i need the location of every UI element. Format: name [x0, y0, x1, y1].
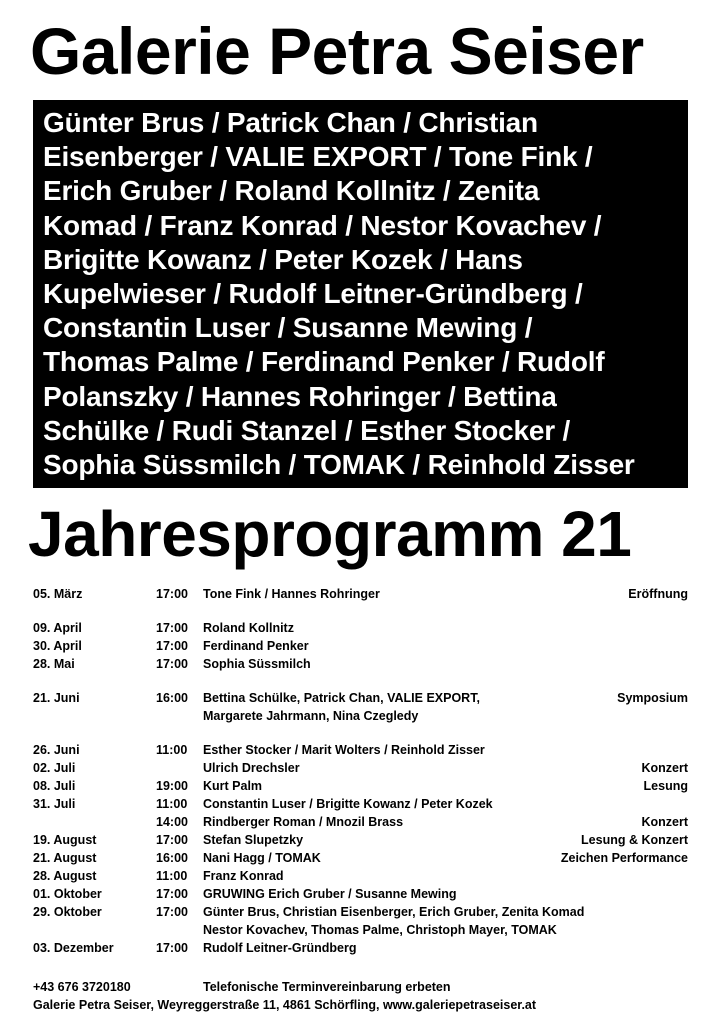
- event-artists: Nestor Kovachev, Thomas Palme, Christoph Mayer, TOMAK: [203, 923, 557, 937]
- event-artists: Bettina Schülke, Patrick Chan, VALIE EXPORT,: [203, 691, 480, 705]
- event-date: 01. Oktober: [33, 887, 102, 901]
- event-time: 17:00: [156, 941, 188, 955]
- event-row: [33, 759, 688, 777]
- event-date: 31. Juli: [33, 797, 76, 811]
- event-note: Zeichen Performance: [560, 851, 688, 865]
- artist-line: Sophia Süssmilch / TOMAK / Reinhold Zisser: [43, 449, 635, 481]
- artist-line: Polanszky / Hannes Rohringer / Bettina: [43, 380, 557, 412]
- event-time: 11:00: [156, 869, 188, 883]
- event-row: [33, 885, 688, 903]
- artist-line: Kupelwieser / Rudolf Leitner-Gründberg /: [43, 278, 583, 310]
- event-row: [33, 585, 688, 603]
- event-artists: Ulrich Drechsler: [203, 761, 300, 775]
- event-artists: Sophia Süssmilch: [203, 657, 311, 671]
- event-time: 17:00: [156, 639, 188, 653]
- event-artists: Kurt Palm: [203, 779, 263, 793]
- event-row: [33, 813, 688, 831]
- event-artists: Nani Hagg / TOMAK: [203, 851, 321, 865]
- program-heading: Jahresprogramm 21: [28, 498, 632, 570]
- event-artists: Margarete Jahrmann, Nina Czegledy: [203, 709, 419, 723]
- event-date: 28. Mai: [33, 657, 75, 671]
- event-artists: GRUWING Erich Gruber / Susanne Mewing: [203, 887, 457, 901]
- event-time: 11:00: [156, 743, 188, 757]
- event-time: 19:00: [156, 779, 188, 793]
- event-row: [33, 619, 688, 637]
- event-date: 28. August: [33, 869, 97, 883]
- event-note: Symposium: [617, 691, 688, 705]
- appointment-note: Telefonische Terminvereinbarung erbeten: [203, 980, 451, 994]
- event-row: [33, 795, 688, 813]
- footer-contact-row: [33, 978, 688, 996]
- event-time: 17:00: [156, 657, 188, 671]
- event-note: Lesung & Konzert: [581, 833, 688, 847]
- event-artists: Esther Stocker / Marit Wolters / Reinhold Zisser: [203, 743, 485, 757]
- event-date: 02. Juli: [33, 761, 76, 775]
- event-row: [33, 777, 688, 795]
- event-date: 21. Juni: [33, 691, 80, 705]
- event-row: [33, 921, 688, 939]
- artist-line: Eisenberger / VALIE EXPORT / Tone Fink /: [43, 141, 593, 173]
- event-artists: Constantin Luser / Brigitte Kowanz / Peter Kozek: [203, 797, 493, 811]
- event-artists: Franz Konrad: [203, 869, 284, 883]
- event-row: [33, 939, 688, 957]
- event-time: 16:00: [156, 691, 188, 705]
- event-time: 17:00: [156, 887, 188, 901]
- event-artists: Tone Fink / Hannes Rohringer: [203, 587, 380, 601]
- event-time: 17:00: [156, 905, 188, 919]
- event-date: 19. August: [33, 833, 97, 847]
- event-date: 05. März: [33, 587, 83, 601]
- event-row: [33, 903, 688, 921]
- event-row: [33, 849, 688, 867]
- event-row: [33, 831, 688, 849]
- address-text: Galerie Petra Seiser, Weyreggerstraße 11, 4861 Schörfling, www.galeriepetraseiser.at: [33, 998, 537, 1012]
- event-row: [33, 741, 688, 759]
- event-time: 14:00: [156, 815, 188, 829]
- event-note: Konzert: [641, 815, 688, 829]
- schedule: [33, 585, 688, 957]
- event-date: 03. Dezember: [33, 941, 114, 955]
- artist-line: Komad / Franz Konrad / Nestor Kovachev /: [43, 209, 602, 241]
- event-row: [33, 655, 688, 673]
- event-date: 08. Juli: [33, 779, 76, 793]
- event-row: [33, 637, 688, 655]
- artist-line: Brigitte Kowanz / Peter Kozek / Hans: [43, 243, 523, 275]
- footer: [33, 978, 688, 1014]
- artist-line: Thomas Palme / Ferdinand Penker / Rudolf: [43, 346, 605, 378]
- event-row: [33, 867, 688, 885]
- footer-address: [33, 996, 688, 1014]
- event-artists: Stefan Slupetzky: [203, 833, 304, 847]
- event-artists: Rindberger Roman / Mnozil Brass: [203, 815, 404, 829]
- event-note: Eröffnung: [628, 587, 688, 601]
- event-artists: Ferdinand Penker: [203, 639, 309, 653]
- artist-line: Schülke / Rudi Stanzel / Esther Stocker /: [43, 414, 571, 446]
- event-date: 30. April: [33, 639, 82, 653]
- event-artists: Rudolf Leitner-Gründberg: [203, 941, 357, 955]
- event-row: [33, 689, 688, 707]
- event-date: 26. Juni: [33, 743, 80, 757]
- gallery-title: Galerie Petra Seiser: [30, 14, 644, 88]
- event-time: 11:00: [156, 797, 188, 811]
- artists-block: [33, 100, 688, 488]
- artist-line: Günter Brus / Patrick Chan / Christian: [43, 107, 538, 138]
- event-row: [33, 707, 688, 725]
- event-artists: Roland Kollnitz: [203, 621, 294, 635]
- event-time: 16:00: [156, 851, 188, 865]
- event-note: Konzert: [641, 761, 688, 775]
- event-date: 29. Oktober: [33, 905, 102, 919]
- event-date: 21. August: [33, 851, 97, 865]
- artist-line: Constantin Luser / Susanne Mewing /: [43, 312, 533, 344]
- event-time: 17:00: [156, 833, 188, 847]
- phone-number: +43 676 3720180: [33, 980, 131, 994]
- event-time: 17:00: [156, 621, 188, 635]
- event-note: Lesung: [643, 779, 688, 793]
- event-artists: Günter Brus, Christian Eisenberger, Erich Gruber, Zenita Komad: [203, 905, 585, 919]
- event-date: 09. April: [33, 621, 82, 635]
- artist-line: Erich Gruber / Roland Kollnitz / Zenita: [43, 175, 540, 207]
- event-time: 17:00: [156, 587, 188, 601]
